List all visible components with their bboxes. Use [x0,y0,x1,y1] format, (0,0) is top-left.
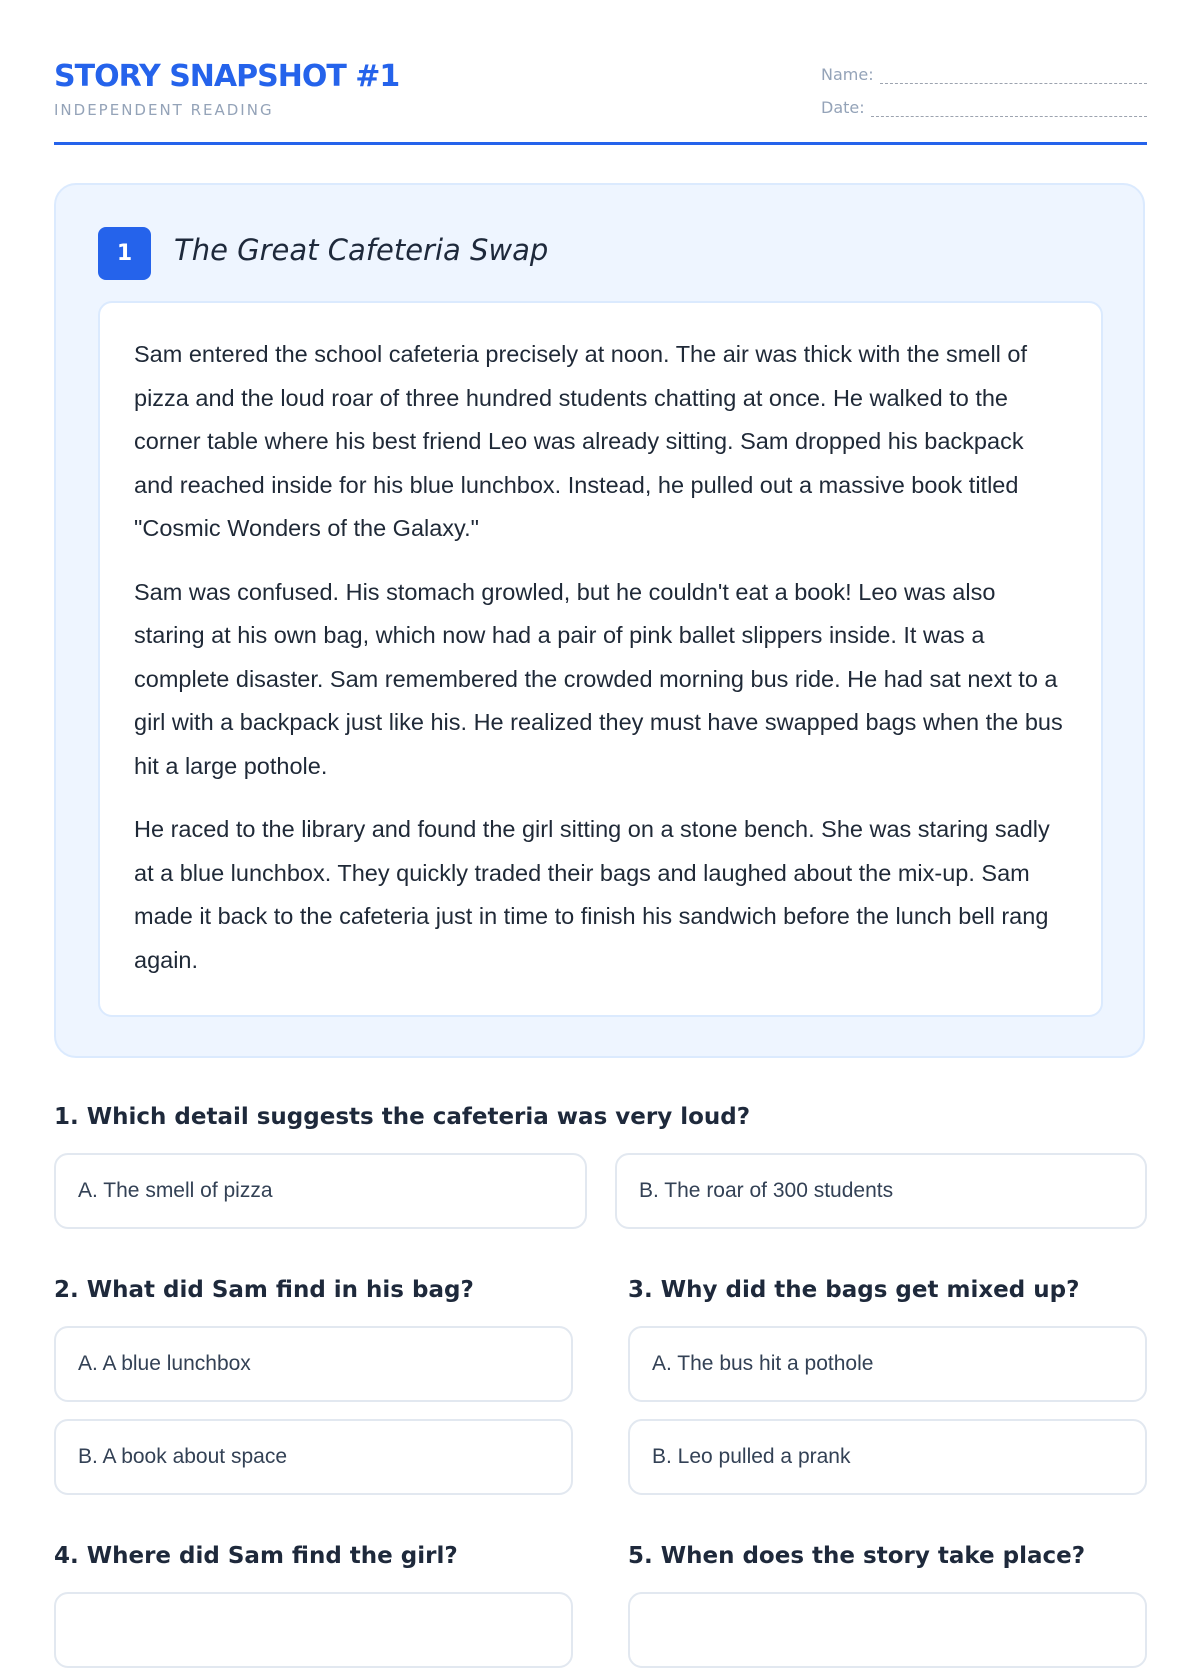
name-blank[interactable] [880,69,1147,84]
date-label: Date: [821,98,865,117]
story-paragraph: Sam was confused. His stomach growled, but he couldn't eat a book! Leo was also staring at his own bag, which now had a pair of pink ballet slippers inside. It was a complete disaster. Sam remembered the crowded morning bus ride. He had sat next to a girl with a backpack just like his. He realized they must have swapped bags when the bus hit a large pothole. [134,578,1063,779]
worksheet-page [54,0,1147,1600]
q1-option-b[interactable]: B. The roar of 300 students [615,1153,1147,1229]
q5-option-a[interactable] [628,1592,1147,1668]
q2-option-b[interactable]: B. A book about space [54,1419,573,1495]
q4-option-a[interactable] [54,1592,573,1668]
date-blank[interactable] [871,102,1147,117]
student-info [821,62,1147,128]
question-4: 4. Where did Sam find the girl? [54,1543,458,1569]
name-row [821,62,1147,84]
q2-option-a[interactable]: A. A blue lunchbox [54,1326,573,1402]
question-2: 2. What did Sam find in his bag? [54,1277,474,1303]
story-panel [54,183,1145,1058]
story-title: The Great Cafeteria Swap [174,233,549,267]
worksheet-subtitle: INDEPENDENT READING [54,101,274,119]
q1-option-a[interactable]: A. The smell of pizza [54,1153,587,1229]
question-1: 1. Which detail suggests the cafeteria was very loud? [54,1104,751,1130]
question-3: 3. Why did the bags get mixed up? [628,1277,1080,1303]
story-text-box [98,301,1103,1017]
name-label: Name: [821,65,874,84]
story-number-badge: 1 [98,227,151,280]
date-row [821,95,1147,117]
worksheet-header [54,58,1147,145]
worksheet-title: STORY SNAPSHOT #1 [54,59,400,94]
q3-option-a[interactable]: A. The bus hit a pothole [628,1326,1147,1402]
question-5: 5. When does the story take place? [628,1543,1086,1569]
story-paragraph: He raced to the library and found the girl sitting on a stone bench. She was staring sadly at a blue lunchbox. They quickly traded their bags and laughed about the mix-up. Sam made it back to the cafeteria just in time to finish his sandwich before the lunch bell rang again. [134,816,1050,973]
q3-option-b[interactable]: B. Leo pulled a prank [628,1419,1147,1495]
story-paragraph: Sam entered the school cafeteria precisely at noon. The air was thick with the smell of pizza and the loud roar of three hundred students chatting at once. He walked to the corner table where his best friend Leo was already sitting. Sam dropped his backpack and reached inside for his blue lunchbox. Instead, he pulled out a massive book titled "Cosmic Wonders of the Galaxy." [134,341,1028,541]
